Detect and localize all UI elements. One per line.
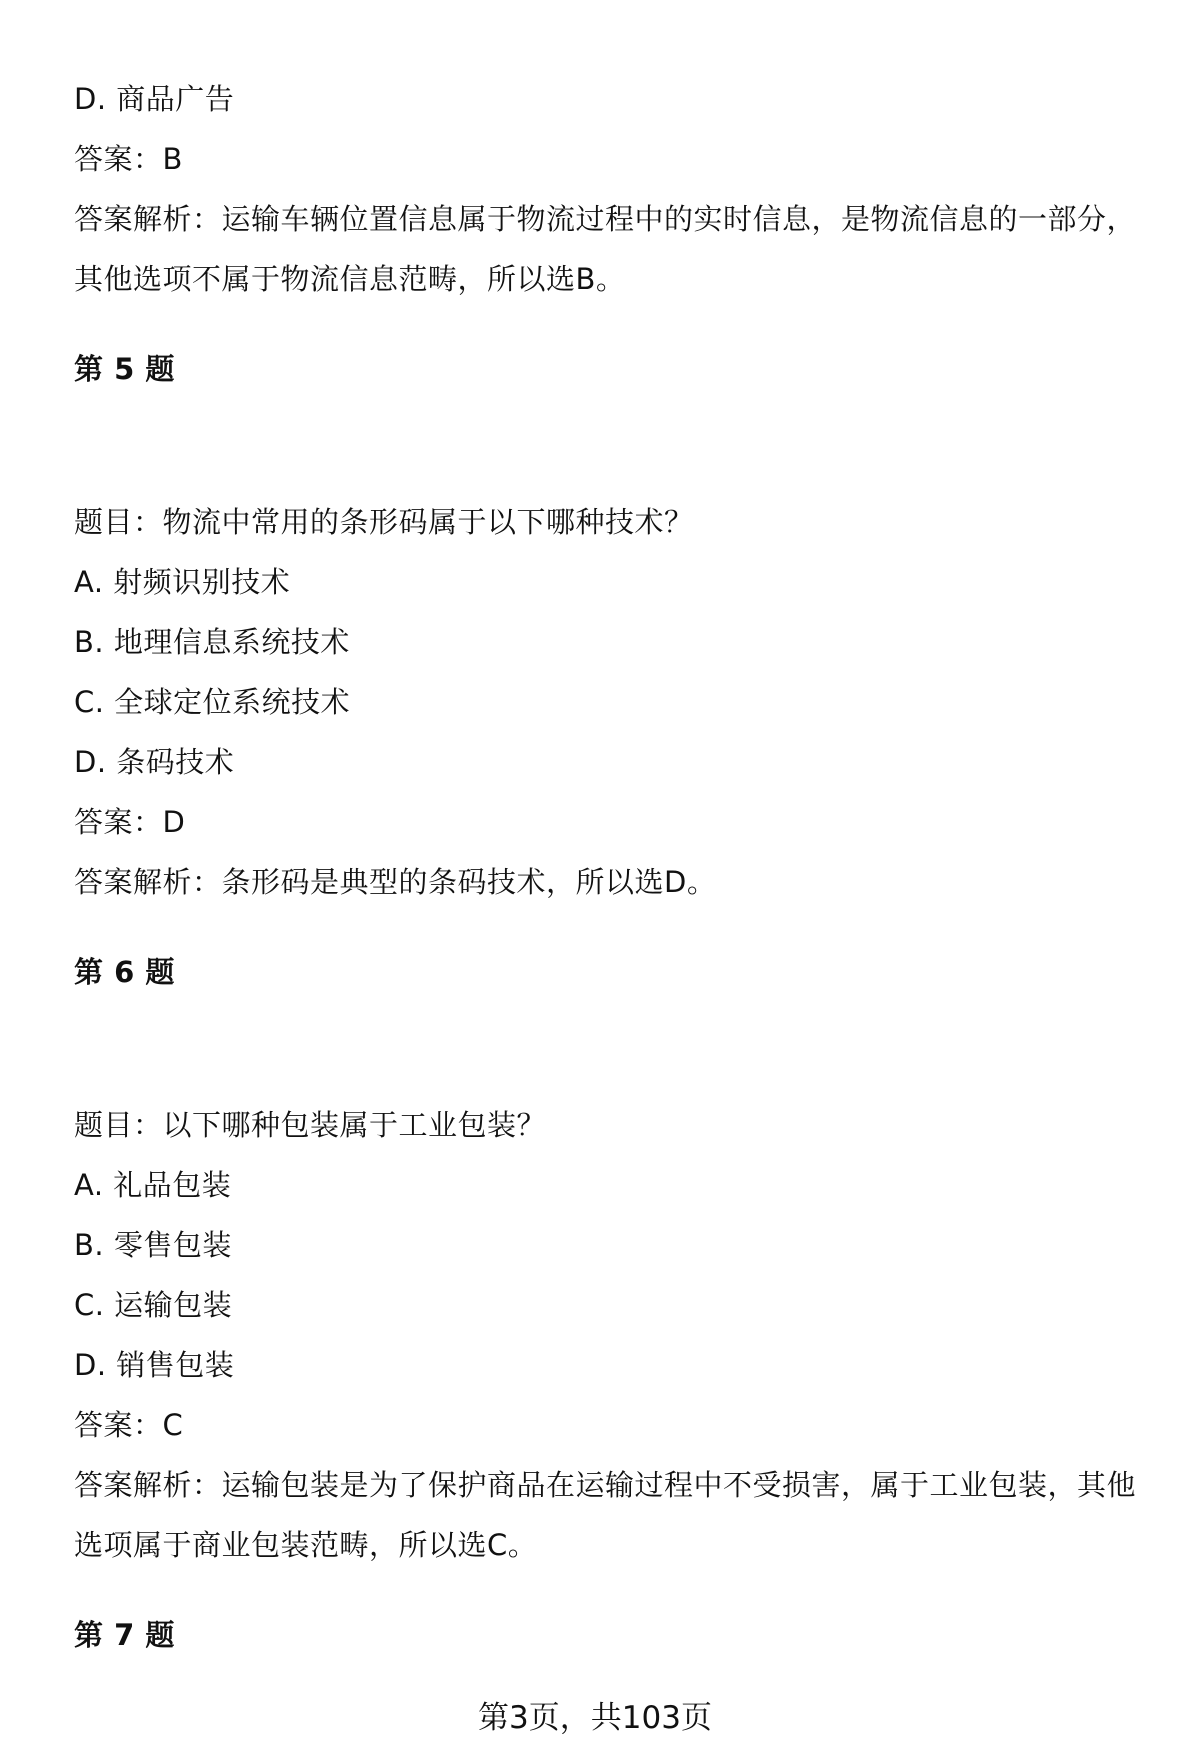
question-6-option-b: B. 零售包装 bbox=[74, 1228, 232, 1262]
page-indicator: 第3页，共103页 bbox=[478, 1700, 712, 1736]
question-6-explanation-line1: 答案解析：运输包装是为了保护商品在运输过程中不受损害，属于工业包装，其他 bbox=[74, 1468, 1137, 1502]
question-6-answer: 答案：C bbox=[74, 1408, 184, 1442]
question-5-option-b: B. 地理信息系统技术 bbox=[74, 625, 350, 659]
question-6-option-a: A. 礼品包装 bbox=[74, 1168, 232, 1202]
question-7-heading: 第 7 题 bbox=[74, 1618, 175, 1652]
question-5-heading: 第 5 题 bbox=[74, 352, 175, 386]
question-6-option-c: C. 运输包装 bbox=[74, 1288, 233, 1322]
question-5-answer: 答案：D bbox=[74, 805, 186, 839]
question-5-explanation: 答案解析：条形码是典型的条码技术，所以选D。 bbox=[74, 865, 717, 899]
question-5-option-c: C. 全球定位系统技术 bbox=[74, 685, 351, 719]
prev-question-option-d: D. 商品广告 bbox=[74, 82, 235, 116]
prev-question-answer: 答案：B bbox=[74, 142, 183, 176]
question-5-option-a: A. 射频识别技术 bbox=[74, 565, 291, 599]
question-6-option-d: D. 销售包装 bbox=[74, 1348, 235, 1382]
question-6-heading: 第 6 题 bbox=[74, 955, 175, 989]
prev-question-explanation-line1: 答案解析：运输车辆位置信息属于物流过程中的实时信息，是物流信息的一部分， bbox=[74, 202, 1137, 236]
question-6-explanation-line2: 选项属于商业包装范畴，所以选C。 bbox=[74, 1528, 538, 1562]
question-6-stem: 题目：以下哪种包装属于工业包装？ bbox=[74, 1108, 547, 1142]
question-5-option-d: D. 条码技术 bbox=[74, 745, 235, 779]
prev-question-explanation-line2: 其他选项不属于物流信息范畴，所以选B。 bbox=[74, 262, 626, 296]
question-5-stem: 题目：物流中常用的条形码属于以下哪种技术？ bbox=[74, 505, 694, 539]
